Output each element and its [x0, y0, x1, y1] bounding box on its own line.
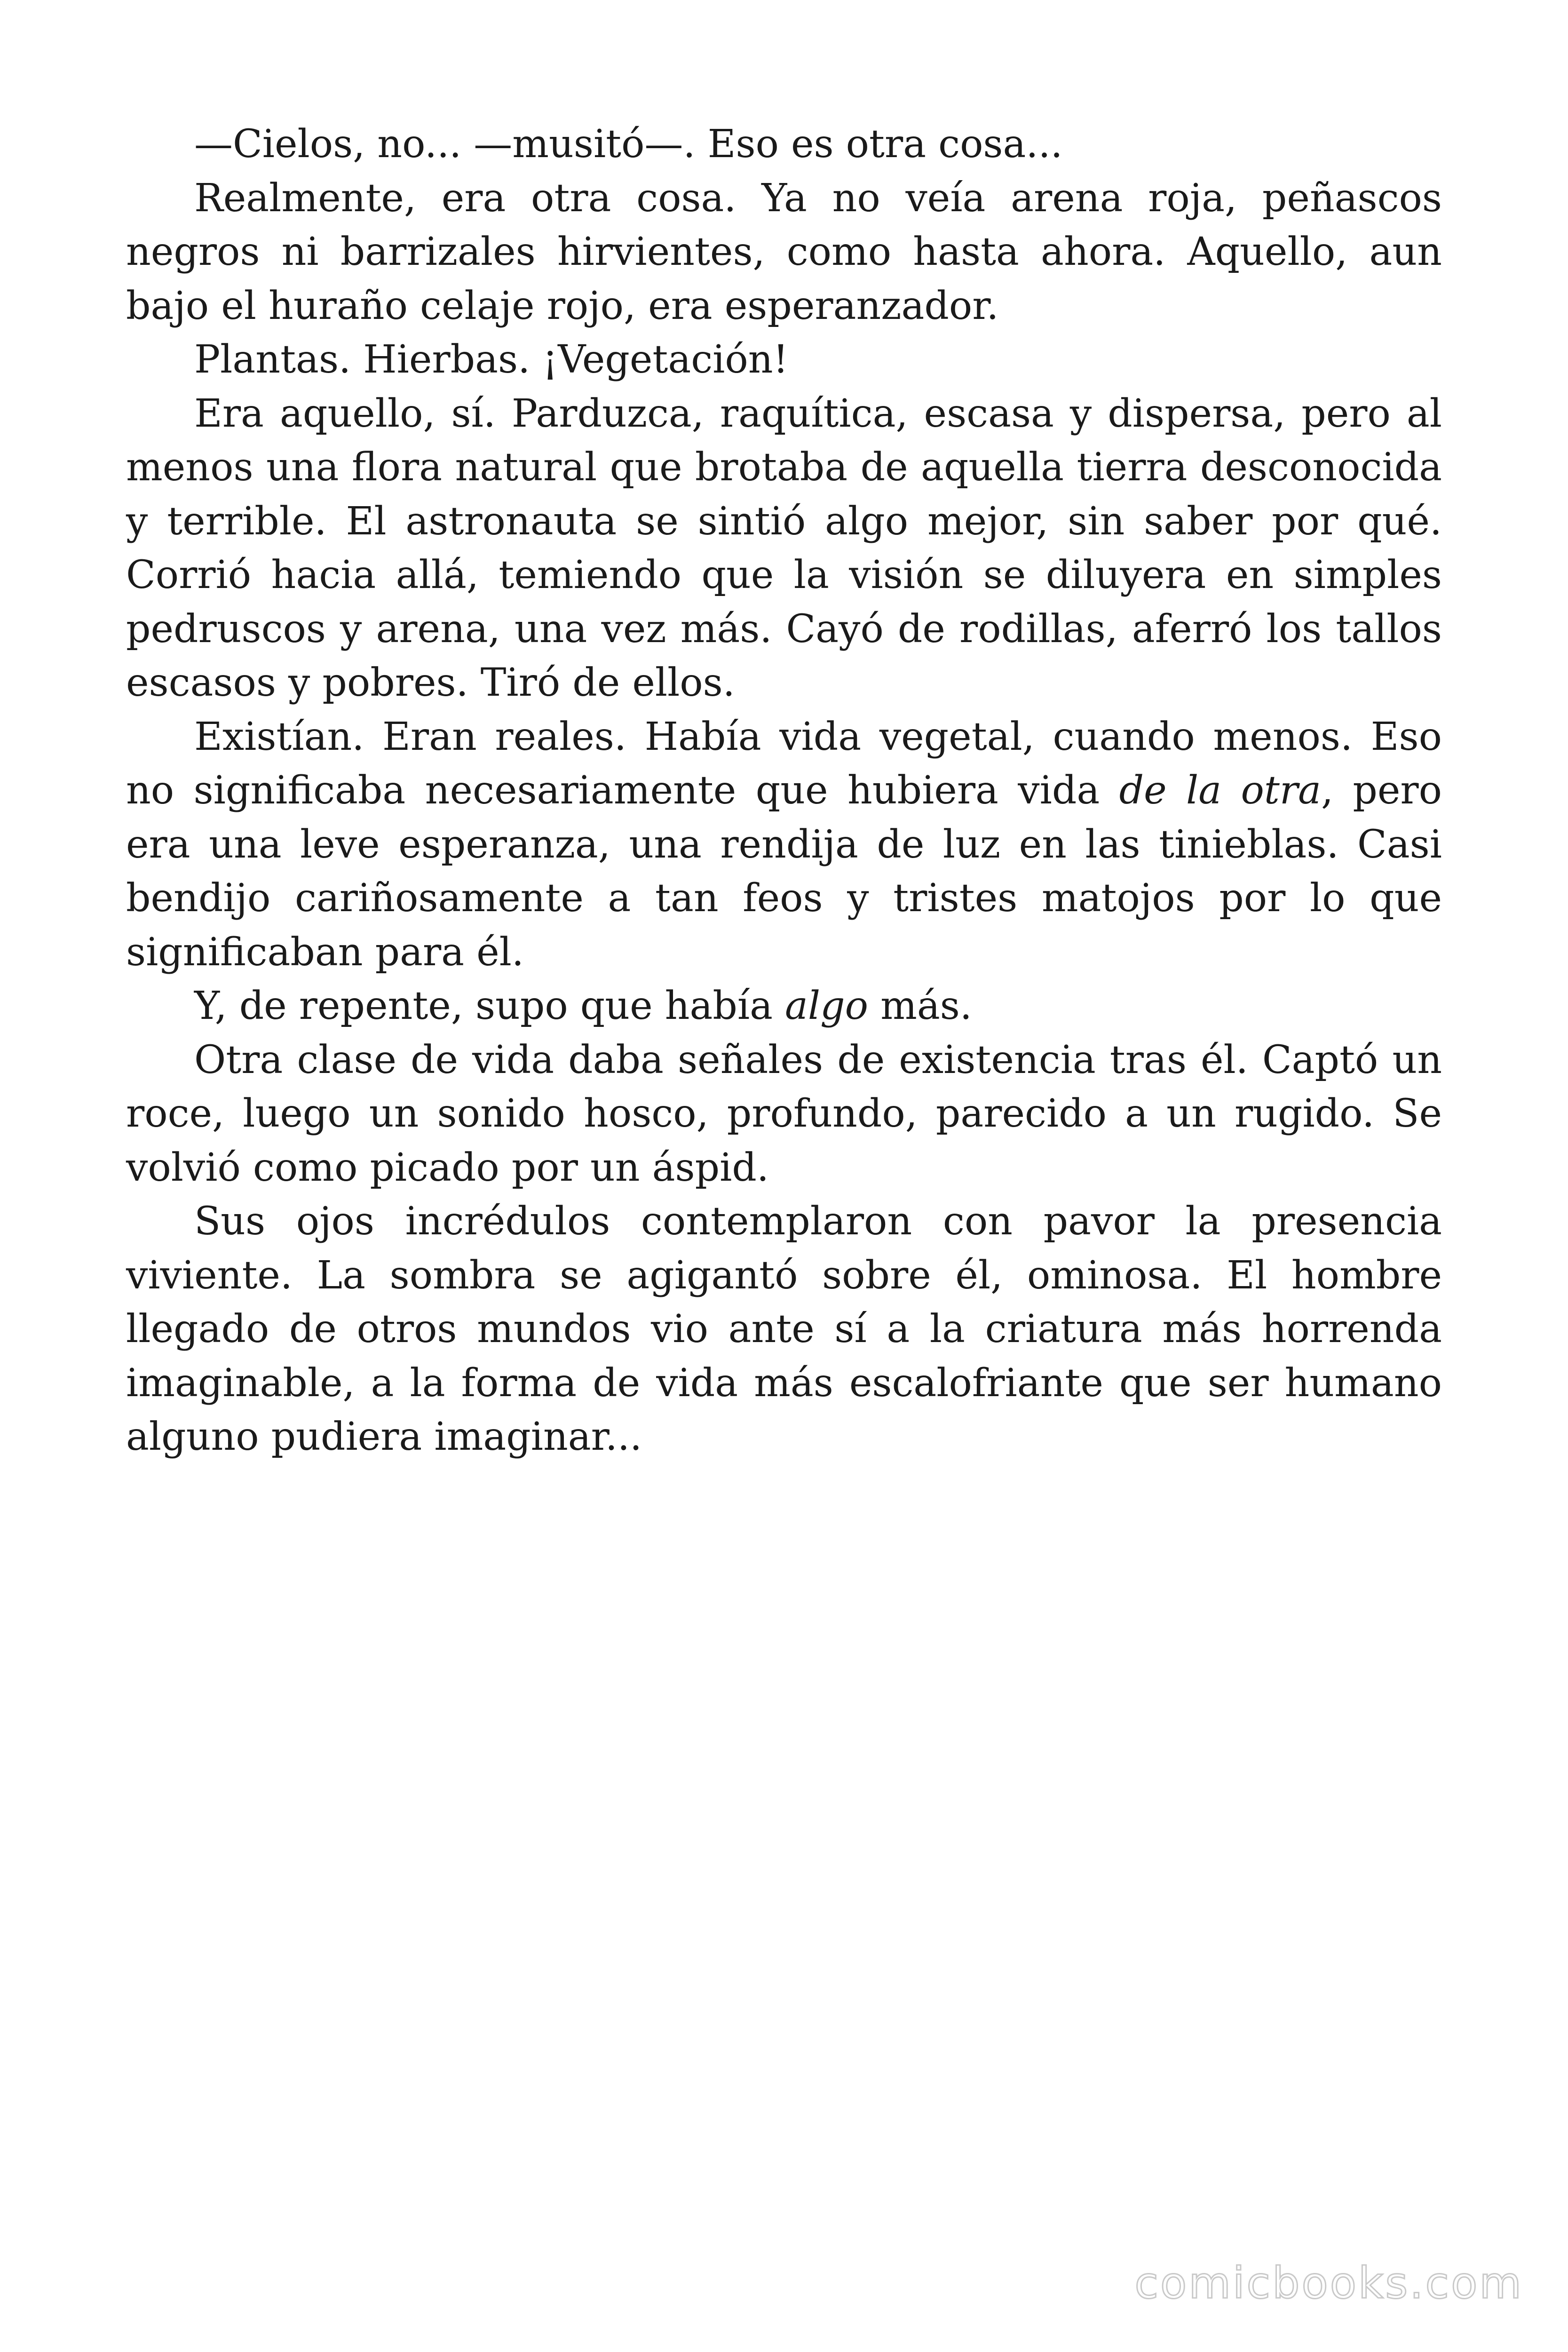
paragraph: [126, 1195, 1442, 1464]
text-run: Otra clase de vida daba señales de existencia tras él. Captó un roce, luego un sonido hosco, profundo, parecido a un rugido. Se volvió como picado por un áspid.: [126, 1037, 1442, 1190]
text-run: Y, de repente, supo que había: [194, 984, 785, 1028]
text-run: —Cielos, no... —musitó—. Eso es otra cosa...: [194, 122, 1063, 167]
paragraph: [126, 979, 1442, 1033]
text-run: Existían. Eran reales. Había vida vegetal, cuando menos. Eso no significaba necesariamente que hubiera vida: [126, 714, 1442, 813]
text-run: Realmente, era otra cosa. Ya no veía arena roja, peñascos negros ni barrizales hirvientes, como hasta ahora. Aquello, aun bajo el huraño celaje rojo, era esperanzador.: [126, 175, 1442, 328]
text-run: Era aquello, sí. Parduzca, raquítica, escasa y dispersa, pero al menos una flora natural que brotaba de aquella tierra desconocida y terrible. El astronauta se sintió algo mejor, sin saber por qué. Corrió hacia allá, temiendo que la visión se diluyera en simples pedruscos y arena, una vez más. Cayó de rodillas, aferró los tallos escasos y pobres. Tiró de ellos.: [126, 391, 1442, 705]
paragraph: [126, 333, 1442, 387]
paragraph: [126, 172, 1442, 334]
text-run: más.: [868, 984, 972, 1028]
paragraph: [126, 118, 1442, 172]
text-run: , pero era una leve esperanza, una rendija de luz en las tinieblas. Casi bendijo cariñosamente a tan feos y tristes matojos por lo que significaban para él.: [126, 768, 1442, 975]
paragraph: [126, 387, 1442, 710]
italic-text-run: de la otra: [1119, 768, 1321, 813]
italic-text-run: algo: [785, 984, 869, 1028]
watermark: comicbooks.com: [1134, 2258, 1523, 2308]
text-body: [126, 118, 1442, 1464]
text-run: Plantas. Hierbas. ¡Vegetación!: [194, 337, 789, 382]
paragraph: [126, 710, 1442, 980]
paragraph: [126, 1033, 1442, 1195]
text-run: Sus ojos incrédulos contemplaron con pavor la presencia viviente. La sombra se agigantó sobre él, ominosa. El hombre llegado de otros mundos vio ante sí a la criatura más horrenda imaginable, a la forma de vida más escalofriante que ser humano alguno pudiera imaginar...: [126, 1199, 1442, 1459]
